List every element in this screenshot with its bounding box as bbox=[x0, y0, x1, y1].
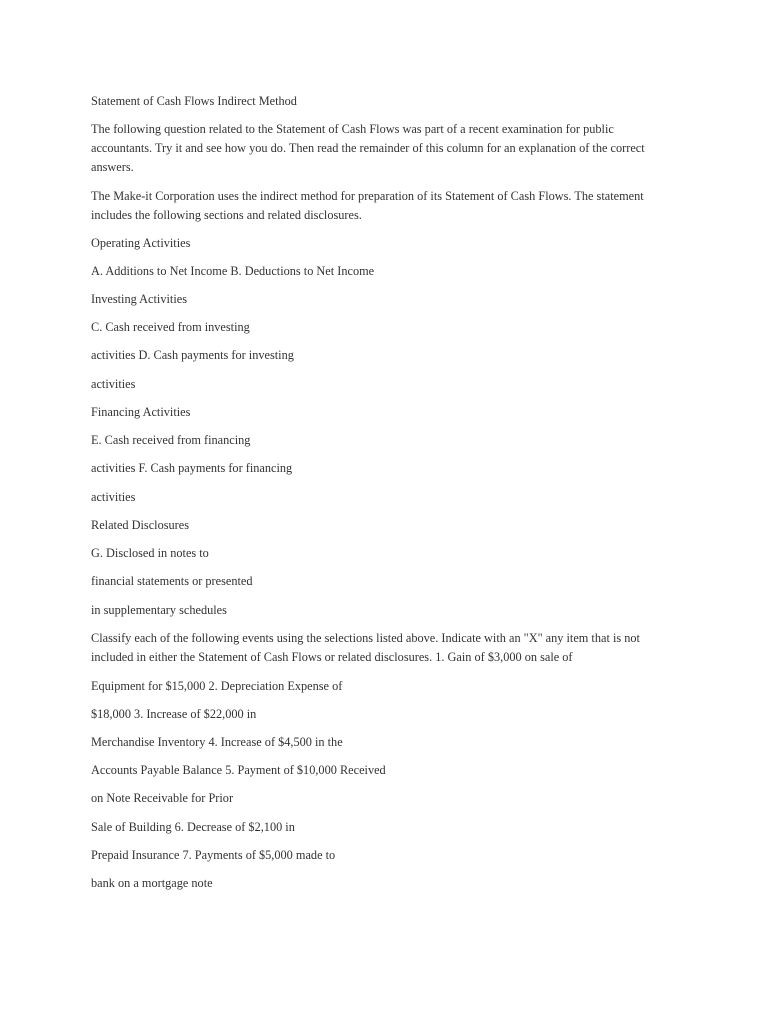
document-title: Statement of Cash Flows Indirect Method bbox=[91, 94, 297, 108]
section-heading-disclosures: Related Disclosures bbox=[91, 518, 190, 532]
events-line-5: on Note Receivable for Prior bbox=[91, 791, 234, 805]
section-heading-investing: Investing Activities bbox=[91, 292, 187, 306]
disclosures-line-1: G. Disclosed in notes to bbox=[91, 546, 209, 560]
section-heading-operating: Operating Activities bbox=[91, 236, 191, 250]
financing-line-3: activities bbox=[91, 490, 136, 504]
operating-items: A. Additions to Net Income B. Deductions to Net Income bbox=[91, 264, 375, 278]
investing-line-2: activities D. Cash payments for investing bbox=[91, 348, 294, 362]
corporation-paragraph: The Make-it Corporation uses the indirect method for preparation of its Statement of Cash Flows. The statement includes the following sections and related disclosures. bbox=[91, 189, 644, 222]
events-line-6: Sale of Building 6. Decrease of $2,100 in bbox=[91, 820, 295, 834]
investing-line-1: C. Cash received from investing bbox=[91, 320, 250, 334]
disclosures-line-3: in supplementary schedules bbox=[91, 603, 227, 617]
investing-line-3: activities bbox=[91, 377, 136, 391]
events-line-7: Prepaid Insurance 7. Payments of $5,000 made to bbox=[91, 848, 336, 862]
section-heading-financing: Financing Activities bbox=[91, 405, 191, 419]
intro-paragraph: The following question related to the Statement of Cash Flows was part of a recent examination for public accountants. Try it and see how you do. Then read the remainder of this column for an explanation of the correct answers. bbox=[91, 122, 645, 174]
events-line-1: Equipment for $15,000 2. Depreciation Expense of bbox=[91, 679, 343, 693]
disclosures-line-2: financial statements or presented bbox=[91, 574, 253, 588]
classify-paragraph: Classify each of the following events using the selections listed above. Indicate with an "X" any item that is not included in either the Statement of Cash Flows or related disclosures. 1. Gain of $3,000 on sale of bbox=[91, 631, 640, 664]
events-line-8: bank on a mortgage note bbox=[91, 876, 213, 890]
financing-line-1: E. Cash received from financing bbox=[91, 433, 251, 447]
events-line-3: Merchandise Inventory 4. Increase of $4,500 in the bbox=[91, 735, 343, 749]
financing-line-2: activities F. Cash payments for financing bbox=[91, 461, 293, 475]
events-line-2: $18,000 3. Increase of $22,000 in bbox=[91, 707, 257, 721]
events-line-4: Accounts Payable Balance 5. Payment of $10,000 Received bbox=[91, 763, 386, 777]
